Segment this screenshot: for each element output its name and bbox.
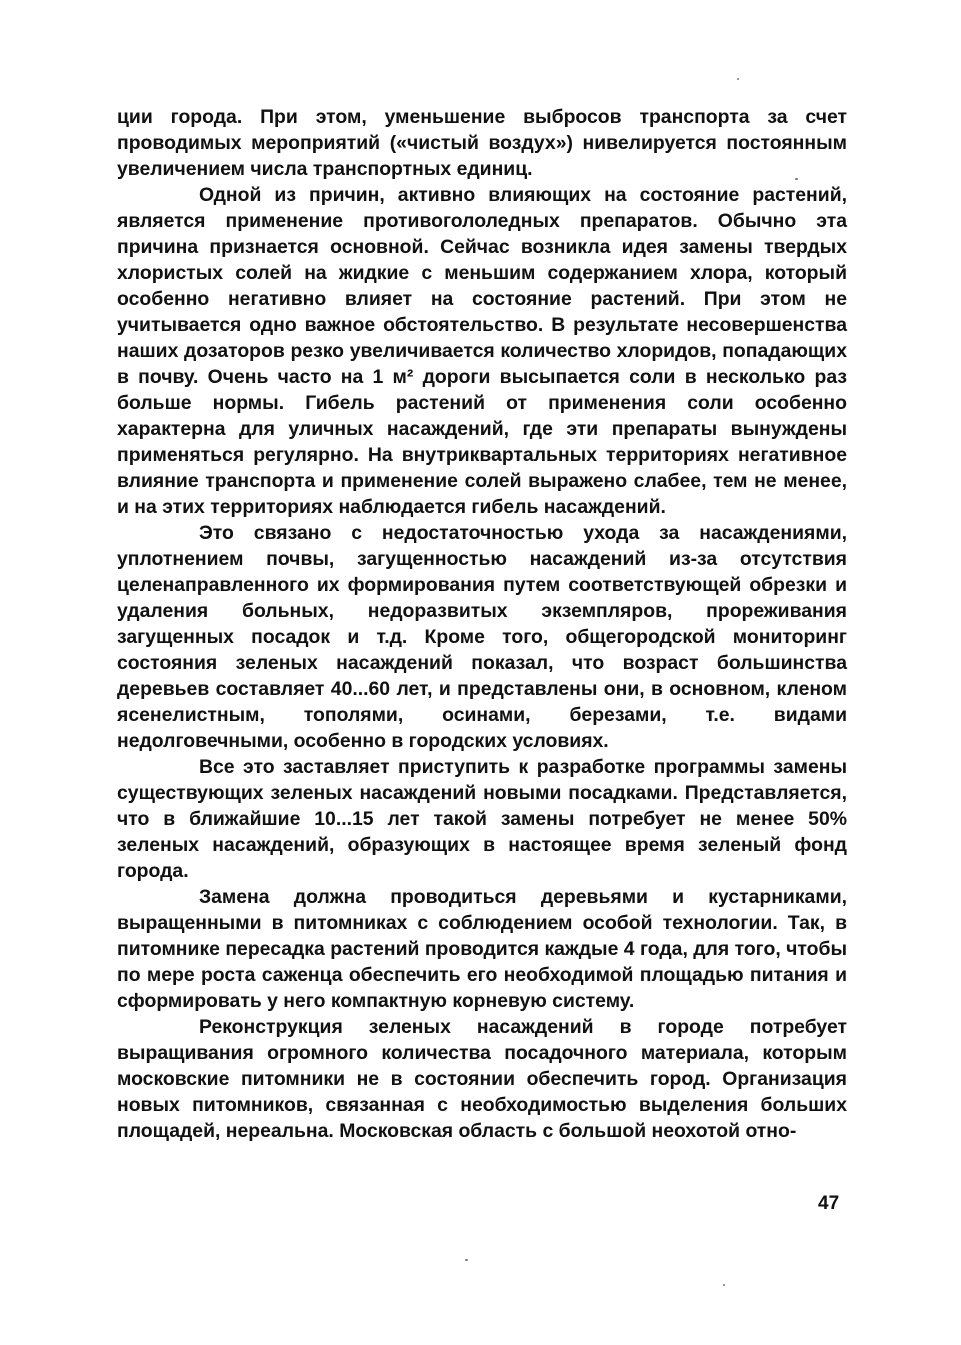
scan-speck xyxy=(723,1284,725,1286)
page-number: 47 xyxy=(818,1193,840,1214)
paragraph-5: Замена должна проводиться деревьями и кустарниками, выращенными в питомниках с соблюдением особой технологии. Так, в питомнике пересадка растений проводится каждые 4 года, для того, чтобы по мере роста саженца обеспечить его необходимой площадью питания и сформировать у него компактную корневую систему. xyxy=(117,886,847,1012)
scan-speck xyxy=(795,178,798,180)
paragraph-2: Одной из причин, активно влияющих на состояние растений, является применение противогололедных препаратов. Обычно эта причина признается основной. Сейчас возникла идея замены твердых хлористых солей на жидкие с меньшим содержанием хлора, который особенно негативно влияет на состояние растений. При этом не учитывается одно важное обстоятельство. В результате несовершенства наших дозаторов резко увеличивается количество хлоридов, попадающих в почву. Очень часто на 1 м² дороги высыпается соли в несколько раз больше нормы. Гибель растений от применения соли особенно характерна для уличных насаждений, где эти препараты вынуждены применяться регулярно. На внутриквартальных территориях негативное влияние транспорта и применение солей выражено слабее, тем не менее, и на этих территориях наблюдается гибель насаждений. xyxy=(117,184,847,518)
paragraph-6: Реконструкция зеленых насаждений в городе потребует выращивания огромного количества посадочного материала, которым московские питомники не в состоянии обеспечить город. Организация новых питомников, связанная с необходимостью выделения больших площадей, нереальна. Московская область с большой неохотой отно- xyxy=(117,1016,847,1142)
body-text xyxy=(117,104,847,1144)
paragraph-3: Это связано с недостаточностью ухода за насаждениями, уплотнением почвы, загущенностью насаждений из-за отсутствия целенаправленного их формирования путем соответствующей обрезки и удаления больных, недоразвитых экземпляров, прореживания загущенных посадок и т.д. Кроме того, общегородской мониторинг состояния зеленых насаждений показал, что возраст большинства деревьев составляет 40...60 лет, и представлены они, в основном, кленом ясенелистным, тополями, осинами, березами, т.е. видами недолговечными, особенно в городских условиях. xyxy=(117,522,847,752)
paragraph-4: Все это заставляет приступить к разработке программы замены существующих зеленых насаждений новыми посадками. Представляется, что в ближайшие 10...15 лет такой замены потребует не менее 50% зеленых насаждений, образующих в настоящее время зеленый фонд города. xyxy=(117,756,847,882)
paragraph-1: ции города. При этом, уменьшение выбросов транспорта за счет проводимых мероприятий («чистый воздух») нивелируется постоянным увеличением числа транспортных единиц. xyxy=(117,106,847,180)
scan-speck xyxy=(465,1259,468,1261)
scan-speck xyxy=(737,78,739,80)
